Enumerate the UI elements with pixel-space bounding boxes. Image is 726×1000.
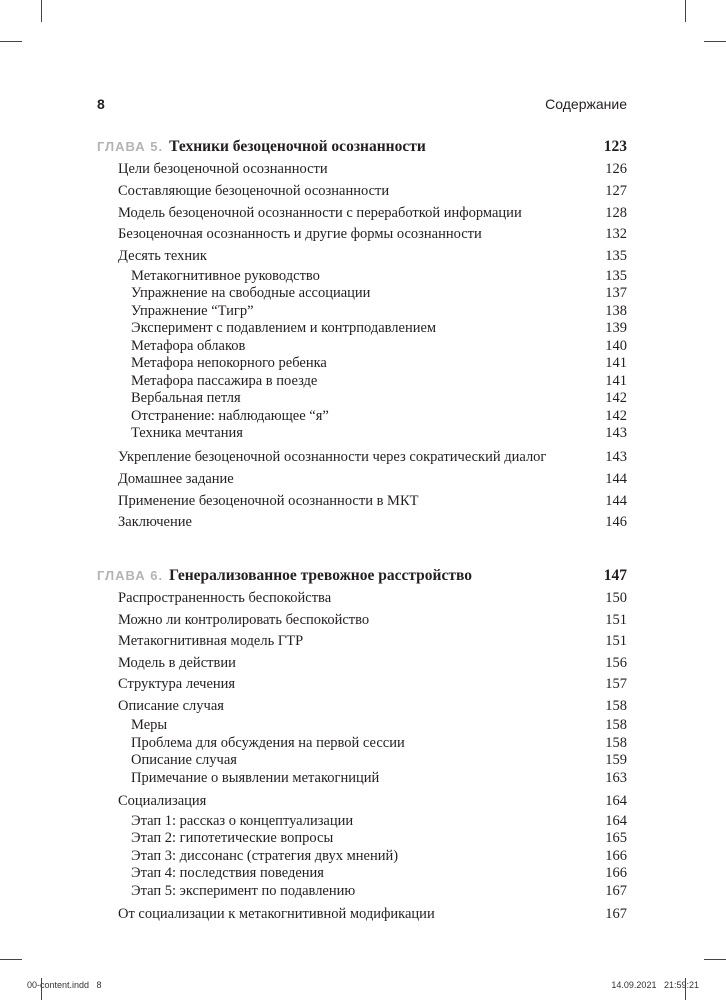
print-slug bbox=[27, 980, 699, 990]
entry-title: Описание случая bbox=[131, 752, 237, 768]
entry-page: 150 bbox=[605, 590, 627, 606]
entry-title: Описание случая bbox=[118, 697, 224, 714]
running-head: Содержание bbox=[545, 96, 627, 112]
entry-page: 141 bbox=[605, 372, 627, 389]
toc-subentry[interactable] bbox=[97, 770, 627, 788]
entry-title: Этап 4: последствия поведения bbox=[131, 865, 324, 881]
toc-entry[interactable] bbox=[97, 791, 627, 813]
toc-entry[interactable] bbox=[97, 469, 627, 491]
page-header bbox=[97, 96, 627, 116]
entry-title: Безоценочная осознанность и другие формы осознанности bbox=[118, 226, 482, 243]
entry-title: Меры bbox=[131, 717, 168, 733]
entry-title: Этап 1: рассказ о концептуализации bbox=[131, 812, 354, 829]
entry-title: Метафора пассажира в поезде bbox=[131, 372, 318, 389]
crop-mark-left-top bbox=[0, 41, 22, 42]
toc-subentry[interactable] bbox=[97, 285, 627, 303]
entry-title: Вербальная петля bbox=[131, 390, 241, 407]
entry-title: Социализация bbox=[118, 793, 207, 809]
crop-mark-right-top bbox=[704, 41, 726, 42]
toc-subentry[interactable] bbox=[97, 883, 627, 901]
entry-page: 158 bbox=[605, 734, 627, 751]
entry-page: 144 bbox=[605, 470, 627, 487]
entry-title: Отстранение: наблюдающее “я” bbox=[131, 407, 329, 424]
toc-subentry[interactable] bbox=[97, 735, 627, 753]
toc-chapter bbox=[97, 567, 627, 926]
toc-entry[interactable] bbox=[97, 159, 627, 181]
toc-subentry[interactable] bbox=[97, 813, 627, 831]
toc-entry[interactable] bbox=[97, 447, 627, 469]
toc-subentry[interactable] bbox=[97, 268, 627, 286]
entry-title: Заключение bbox=[118, 514, 192, 531]
toc-subentry[interactable] bbox=[97, 338, 627, 356]
entry-title: Модель безоценочной осознанности с переработкой информации bbox=[118, 204, 522, 221]
entry-page: 165 bbox=[605, 830, 627, 846]
entry-page: 127 bbox=[605, 182, 627, 199]
entry-title: Техника мечтания bbox=[131, 425, 243, 442]
entry-title: От социализации к метакогнитивной модификации bbox=[118, 906, 435, 922]
toc-subentry[interactable] bbox=[97, 425, 627, 443]
toc-entry[interactable] bbox=[97, 224, 627, 246]
chapter-heading[interactable] bbox=[97, 567, 627, 587]
entry-page: 143 bbox=[605, 449, 627, 465]
entry-page: 126 bbox=[605, 161, 627, 177]
entry-title: Этап 3: диссонанс (стратегия двух мнений) bbox=[131, 847, 399, 864]
toc-subentry[interactable] bbox=[97, 865, 627, 883]
entry-page: 144 bbox=[605, 492, 627, 509]
entry-page: 167 bbox=[605, 906, 627, 922]
entry-page: 143 bbox=[605, 425, 627, 442]
entry-title: Можно ли контролировать беспокойство bbox=[118, 611, 370, 628]
toc-subentry[interactable] bbox=[97, 355, 627, 373]
toc-subentry[interactable] bbox=[97, 408, 627, 426]
entry-title: Составляющие безоценочной осознанности bbox=[118, 182, 390, 199]
chapter-label: ГЛАВА 6. bbox=[97, 568, 164, 583]
page-number: 8 bbox=[97, 96, 105, 112]
toc-subentry[interactable] bbox=[97, 373, 627, 391]
entry-page: 158 bbox=[605, 697, 627, 714]
chapter-label: ГЛАВА 5. bbox=[97, 139, 164, 154]
chapter-page: 123 bbox=[603, 138, 627, 155]
toc-subentry[interactable] bbox=[97, 848, 627, 866]
entry-page: 141 bbox=[605, 355, 627, 372]
entry-page: 128 bbox=[605, 204, 627, 221]
entry-title: Эксперимент с подавлением и контрподавлением bbox=[131, 320, 437, 337]
toc-chapter bbox=[97, 138, 627, 534]
entry-title: Метафора облаков bbox=[131, 337, 246, 354]
slug-file: 00-content.indd 8 bbox=[27, 980, 102, 990]
entry-title: Цели безоценочной осознанности bbox=[118, 161, 328, 177]
entry-page: 166 bbox=[605, 865, 627, 881]
entry-title: Упражнение на свободные ассоциации bbox=[131, 285, 371, 302]
chapter-title: Техники безоценочной осознанности bbox=[169, 138, 426, 155]
table-of-contents bbox=[97, 138, 627, 926]
toc-entry[interactable] bbox=[97, 653, 627, 675]
entry-page: 164 bbox=[605, 793, 627, 809]
toc-subentry[interactable] bbox=[97, 320, 627, 338]
entry-page: 137 bbox=[605, 285, 627, 302]
crop-mark-left-bottom bbox=[0, 959, 22, 960]
toc-entry[interactable] bbox=[97, 588, 627, 610]
toc-subentry[interactable] bbox=[97, 390, 627, 408]
entry-title: Структура лечения bbox=[118, 676, 236, 692]
entry-page: 166 bbox=[605, 847, 627, 864]
slug-timestamp: 14.09.2021 21:59:21 bbox=[611, 980, 699, 990]
entry-page: 138 bbox=[605, 302, 627, 319]
entry-page: 158 bbox=[605, 717, 627, 733]
entry-page: 142 bbox=[605, 390, 627, 407]
toc-entry[interactable] bbox=[97, 246, 627, 268]
entry-page: 157 bbox=[605, 676, 627, 692]
entry-page: 140 bbox=[605, 337, 627, 354]
toc-entry[interactable] bbox=[97, 491, 627, 513]
crop-mark-top-left bbox=[41, 0, 42, 22]
entry-page: 142 bbox=[605, 407, 627, 424]
toc-entry[interactable] bbox=[97, 674, 627, 696]
entry-title: Десять техник bbox=[118, 248, 207, 264]
entry-page: 163 bbox=[605, 769, 627, 786]
entry-page: 167 bbox=[605, 882, 627, 899]
chapter-page: 147 bbox=[603, 567, 627, 584]
toc-entry[interactable] bbox=[97, 904, 627, 926]
toc-subentry[interactable] bbox=[97, 717, 627, 735]
toc-entry[interactable] bbox=[97, 203, 627, 225]
crop-mark-top-right bbox=[685, 0, 686, 22]
entry-title: Метакогнитивное руководство bbox=[131, 267, 320, 284]
toc-subentry[interactable] bbox=[97, 752, 627, 770]
entry-page: 151 bbox=[605, 611, 627, 628]
toc-entry[interactable] bbox=[97, 512, 627, 534]
entry-title: Упражнение “Тигр” bbox=[131, 302, 254, 319]
entry-title: Метафора непокорного ребенка bbox=[131, 355, 327, 372]
entry-title: Укрепление безоценочной осознанности через сократический диалог bbox=[118, 449, 547, 465]
toc-entry[interactable] bbox=[97, 610, 627, 632]
toc-entry[interactable] bbox=[97, 696, 627, 718]
entry-title: Проблема для обсуждения на первой сессии bbox=[131, 734, 405, 751]
entry-title: Этап 5: эксперимент по подавлению bbox=[131, 882, 356, 899]
crop-mark-right-bottom bbox=[704, 959, 726, 960]
entry-title: Примечание о выявлении метакогниций bbox=[131, 769, 380, 786]
toc-subentry[interactable] bbox=[97, 303, 627, 321]
entry-title: Применение безоценочной осознанности в МКТ bbox=[118, 492, 419, 509]
chapter-heading[interactable] bbox=[97, 138, 627, 158]
toc-entry[interactable] bbox=[97, 181, 627, 203]
toc-entry[interactable] bbox=[97, 631, 627, 653]
entry-page: 159 bbox=[605, 752, 627, 768]
entry-page: 135 bbox=[605, 248, 627, 264]
entry-title: Этап 2: гипотетические вопросы bbox=[131, 830, 334, 846]
entry-page: 132 bbox=[605, 226, 627, 243]
entry-page: 146 bbox=[605, 514, 627, 531]
entry-page: 156 bbox=[605, 654, 627, 671]
entry-title: Модель в действии bbox=[118, 654, 236, 671]
entry-page: 164 bbox=[605, 812, 627, 829]
entry-title: Распространенность беспокойства bbox=[118, 590, 332, 606]
toc-subentry[interactable] bbox=[97, 830, 627, 848]
entry-title: Метакогнитивная модель ГТР bbox=[118, 633, 304, 649]
chapter-title: Генерализованное тревожное расстройство bbox=[169, 567, 472, 584]
entry-page: 135 bbox=[605, 267, 627, 284]
entry-title: Домашнее задание bbox=[118, 470, 234, 487]
entry-page: 151 bbox=[605, 633, 627, 649]
entry-page: 139 bbox=[605, 320, 627, 337]
